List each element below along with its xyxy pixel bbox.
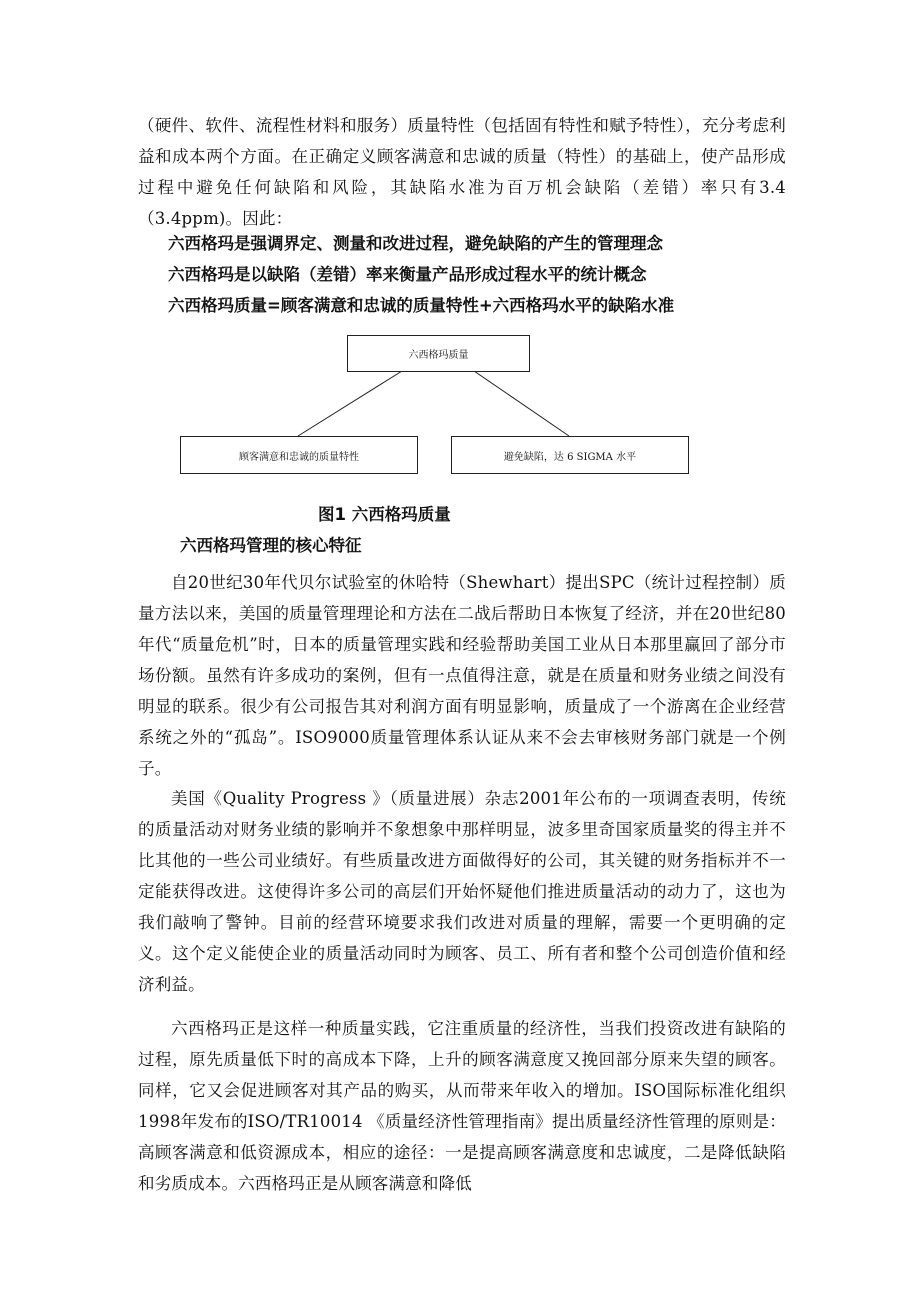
definition-line-1: 六西格玛是强调界定、测量和改进过程，避免缺陷的产生的管理理念 <box>168 234 663 253</box>
left-connector-line <box>298 371 402 436</box>
intro-paragraph: （硬件、软件、流程性材料和服务）质量特性（包括固有特性和赋予特性），充分考虑利益和成本两个方面。在正确定义顾客满意和忠诚的质量（特性）的基础上，使产品形成过程中避免任何缺陷和风险，其缺陷水准为百万机会缺陷（差错）率只有3.4 （3.4ppm)。因此： <box>138 116 786 228</box>
section-heading: 六西格玛管理的核心特征 <box>180 536 362 555</box>
definition-line-2: 六西格玛是以缺陷（差错）率来衡量产品形成过程水平的统计概念 <box>168 265 647 284</box>
right-connector-line <box>474 371 569 436</box>
avoid-defects-box <box>451 436 689 474</box>
top-box-label: 六西格玛质量 <box>408 350 469 361</box>
body-paragraph-1: 自20世纪30年代贝尔试验室的休哈特（Shewhart）提出SPC（统计过程控制）质量方法以来，美国的质量管理理论和方法在二战后帮助日本恢复了经济，并在20世纪80年代“质量危机”时，日本的质量管理实践和经验帮助美国工业从日本那里赢回了部分市场份额。虽然有许多成功的案例，但有一点值得注意，就是在质量和财务业绩之间没有明显的联系。很少有公司报告其对利润方面有明显影响，质量成了一个游离在企业经营系统之外的“孤岛”。ISO9000质量管理体系认证从来不会去审核财务部门就是一个例子。 <box>138 573 786 778</box>
right-box-label: 避免缺陷，达 6 SIGMA 水平 <box>503 451 637 463</box>
definition-line-3: 六西格玛质量=顾客满意和忠诚的质量特性+六西格玛水平的缺陷水准 <box>168 296 675 315</box>
six-sigma-quality-box <box>347 335 530 372</box>
figure-caption: 图1 六西格玛质量 <box>318 505 451 524</box>
body-paragraph-2: 美国《Quality Progress 》（质量进展）杂志2001年公布的一项调查表明，传统的质量活动对财务业绩的影响并不象想象中那样明显，波多里奇国家质量奖的得主并不比其他的一些公司业绩好。有些质量改进方面做得好的公司，其关键的财务指标并不一定能获得改进。这使得许多公司的高层们开始怀疑他们推进质量活动的动力了，这也为我们敲响了警钟。目前的经营环境要求我们改进对质量的理解，需要一个更明确的定义。这个定义能使企业的质量活动同时为顾客、员工、所有者和整个公司创造价值和经济利益。 <box>138 789 786 994</box>
body-paragraph-3: 六西格玛正是这样一种质量实践，它注重质量的经济性，当我们投资改进有缺陷的过程，原先质量低下时的高成本下降，上升的顾客满意度又挽回部分原来失望的顾客。同样，它又会促进顾客对其产品的购买，从而带来年收入的增加。ISO国际标准化组织1998年发布的ISO/TR10014 《质量经济性管理指南》提出质量经济性管理的原则是：高顾客满意和低资源成本，相应的途径：一是提高顾客满意度和忠诚度，二是降低缺陷和劣质成本。六西格玛正是从顾客满意和降低 <box>138 1019 786 1193</box>
customer-satisfaction-box <box>180 436 418 474</box>
left-box-label: 顾客满意和忠诚的质量特性 <box>239 451 359 463</box>
